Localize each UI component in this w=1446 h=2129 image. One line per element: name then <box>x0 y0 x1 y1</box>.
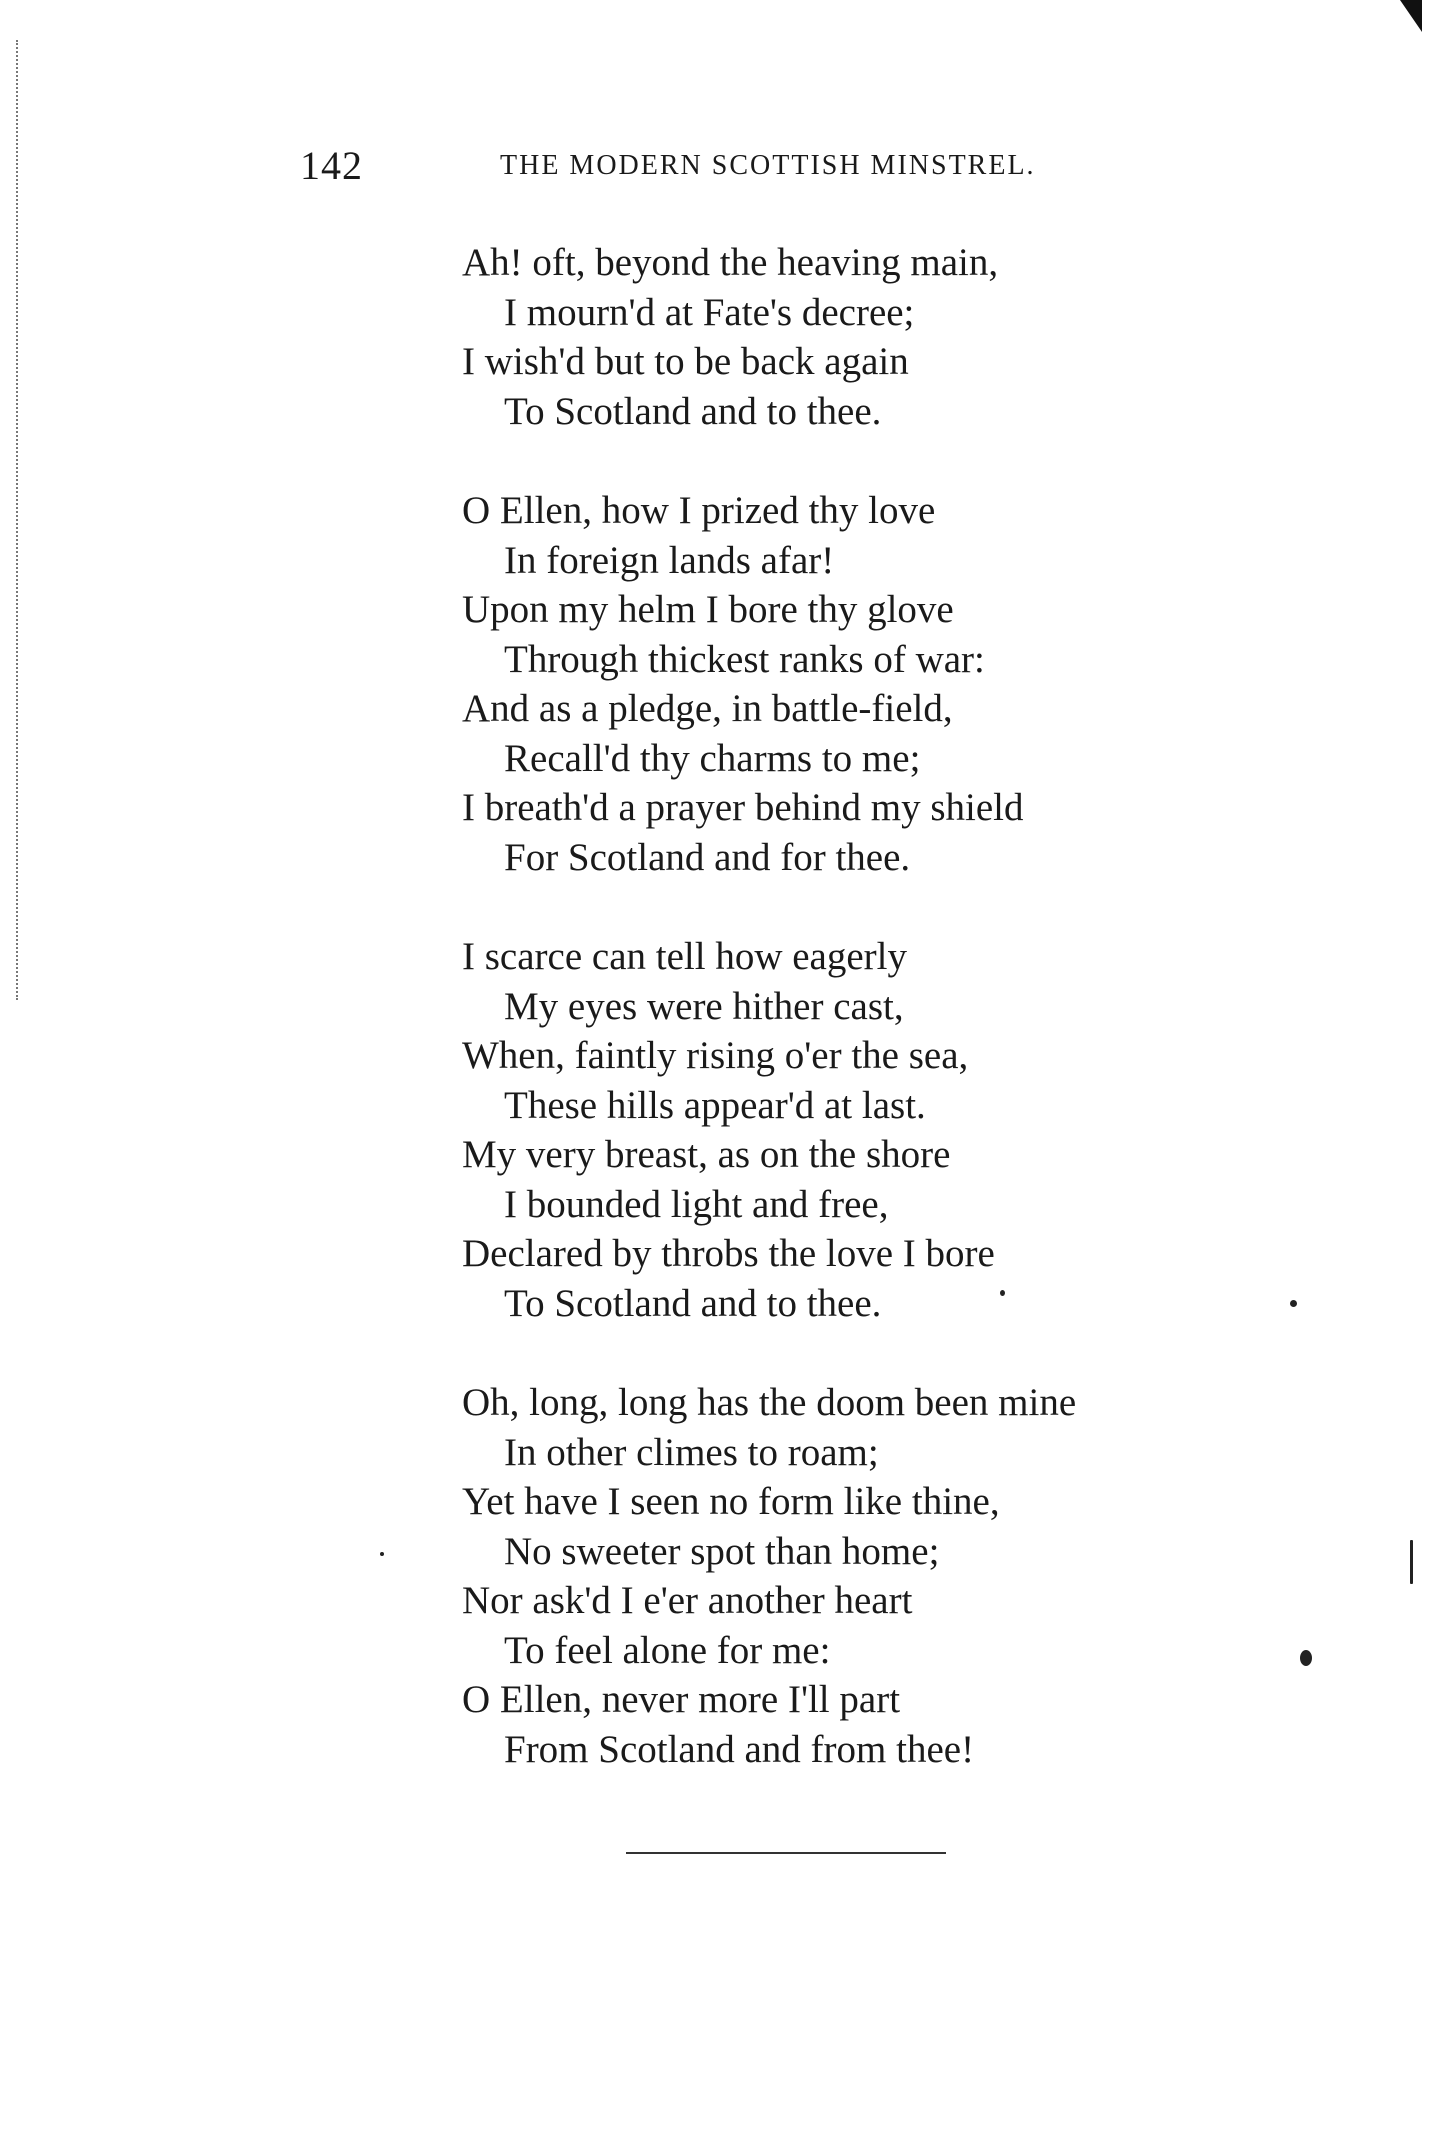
verse-line: O Ellen, how I prized thy love <box>462 489 936 532</box>
ink-speck <box>1300 1650 1312 1666</box>
verse-line: O Ellen, never more I'll part <box>462 1678 901 1721</box>
verse-line: I wish'd but to be back again <box>462 340 909 383</box>
verse-line: I scarce can tell how eagerly <box>462 935 907 978</box>
ink-speck <box>1000 1290 1005 1296</box>
verse-line: My eyes were hither cast, <box>504 984 904 1028</box>
verse-line: In foreign lands afar! <box>504 538 835 582</box>
verse-line: I mourn'd at Fate's decree; <box>504 290 915 334</box>
page-number: 142 <box>300 143 363 188</box>
verse-line: I bounded light and free, <box>504 1182 889 1226</box>
running-title: THE MODERN SCOTTISH MINSTREL. <box>500 150 1036 181</box>
verse-line: To Scotland and to thee. <box>504 1281 882 1325</box>
ink-speck <box>1410 1540 1413 1584</box>
stanza-4 <box>462 1378 1222 1774</box>
verse-line: From Scotland and from thee! <box>504 1727 975 1771</box>
verse-line: In other climes to roam; <box>504 1430 879 1474</box>
verse-line: Through thickest ranks of war: <box>504 637 985 681</box>
poem <box>462 238 1222 1824</box>
verse-line: To Scotland and to thee. <box>504 389 882 433</box>
verse-line: Oh, long, long has the doom been mine <box>462 1381 1077 1424</box>
page-binding-edge <box>16 40 18 1000</box>
verse-line: Nor ask'd I e'er another heart <box>462 1579 913 1622</box>
ink-speck <box>380 1552 384 1556</box>
verse-line: I breath'd a prayer behind my shield <box>462 786 1024 829</box>
verse-line: Upon my helm I bore thy glove <box>462 588 954 631</box>
verse-line: My very breast, as on the shore <box>462 1133 951 1176</box>
page-corner-mark <box>1400 0 1422 32</box>
verse-line: For Scotland and for thee. <box>504 835 911 879</box>
verse-line: These hills appear'd at last. <box>504 1083 926 1127</box>
stanza-3 <box>462 932 1222 1328</box>
verse-line: No sweeter spot than home; <box>504 1529 940 1573</box>
ink-speck <box>1290 1300 1297 1307</box>
verse-line: And as a pledge, in battle-field, <box>462 687 953 730</box>
verse-line: Recall'd thy charms to me; <box>504 736 921 780</box>
stanza-1 <box>462 238 1222 436</box>
verse-line: Yet have I seen no form like thine, <box>462 1480 1000 1523</box>
stanza-2 <box>462 486 1222 882</box>
verse-line: To feel alone for me: <box>504 1628 831 1672</box>
verse-line: Ah! oft, beyond the heaving main, <box>462 241 999 284</box>
verse-line: Declared by throbs the love I bore <box>462 1232 995 1275</box>
page-header <box>300 142 1130 192</box>
end-rule <box>626 1852 946 1854</box>
verse-line: When, faintly rising o'er the sea, <box>462 1034 969 1077</box>
